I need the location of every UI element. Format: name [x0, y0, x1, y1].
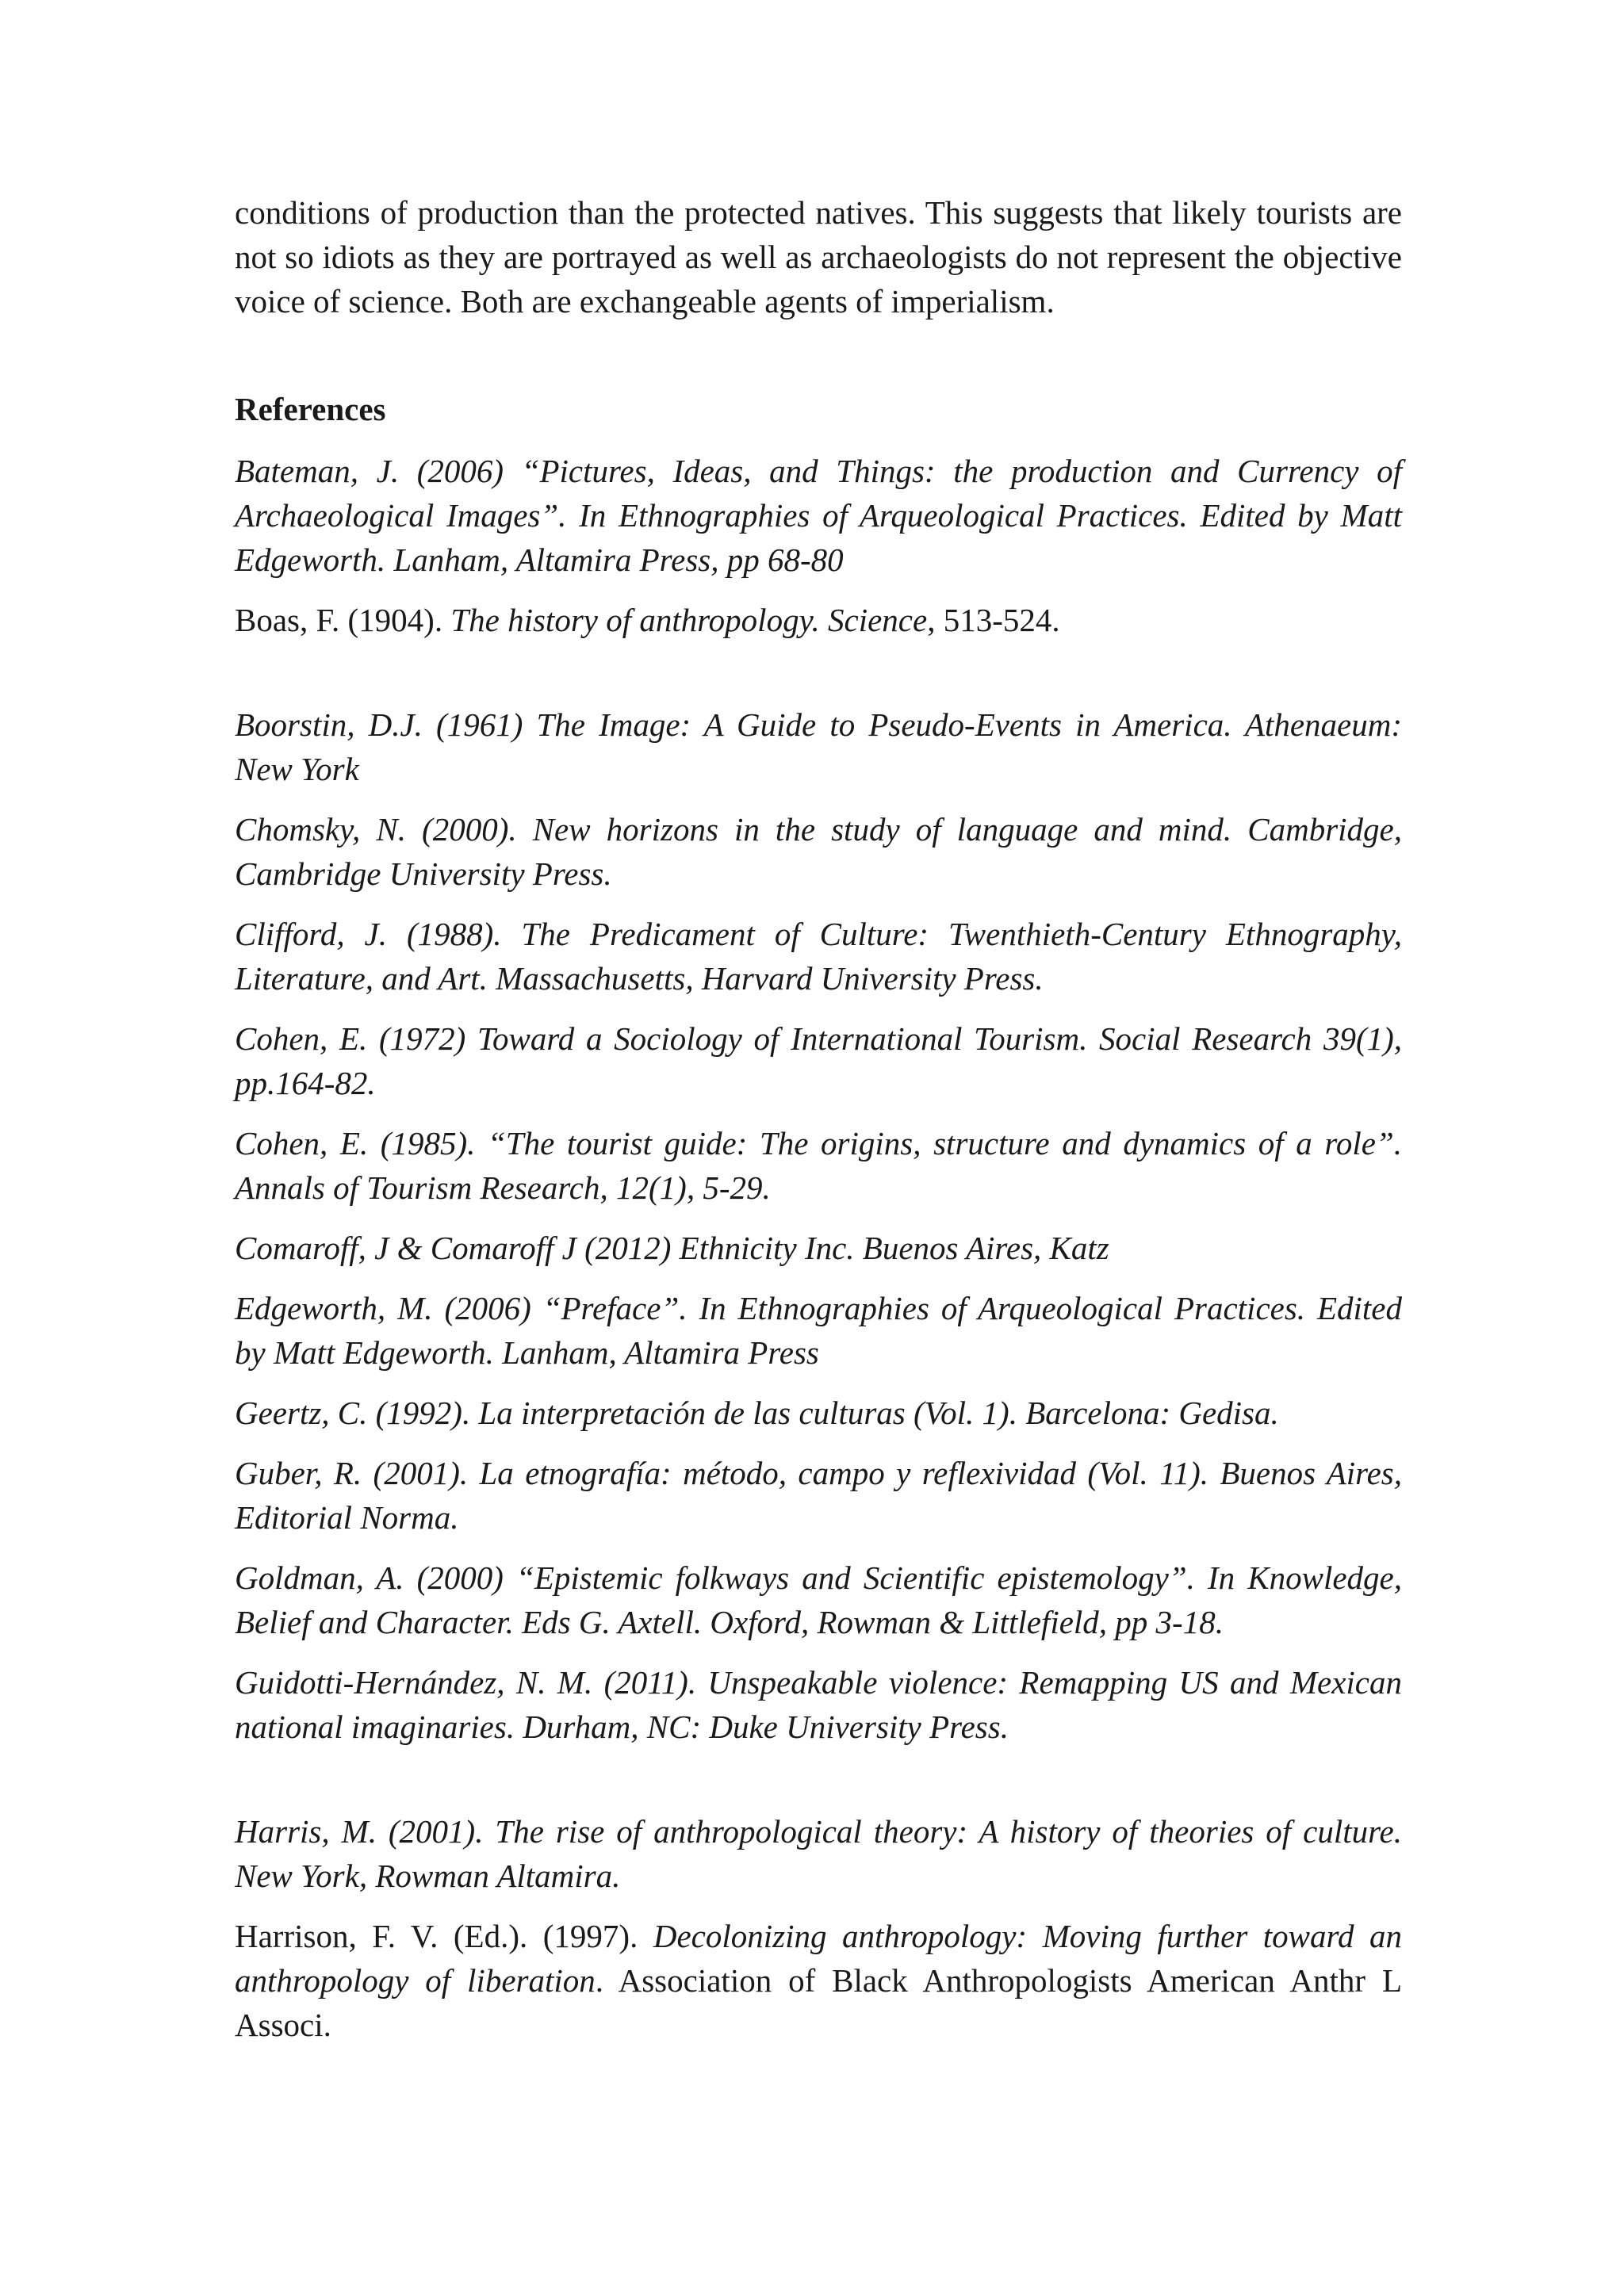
reference-cohen-1972: Cohen, E. (1972) Toward a Sociology of International Tourism. Social Research 39(1), pp.164-82.: [235, 1020, 1402, 1101]
reference-boas-journal: Science: [828, 602, 928, 638]
reference-harrison-rest: . Association of Black Anthropologists American Anthr L Associ.: [235, 1962, 1402, 2043]
reference-clifford: Clifford, J. (1988). The Predicament of Culture: Twenthieth-Century Ethnography, Literature, and Art. Massachusetts, Harvard University Press.: [235, 916, 1402, 997]
reference-harrison-author: Harrison, F. V. (Ed.). (1997).: [235, 1918, 653, 1954]
reference-harrison: [235, 1914, 1402, 2047]
reference-harris: Harris, M. (2001). The rise of anthropological theory: A history of theories of culture. New York, Rowman Altamira.: [235, 1813, 1402, 1894]
reference-guidotti: Guidotti-Hernández, N. M. (2011). Unspeakable violence: Remapping US and Mexican national imaginaries. Durham, NC: Duke University Press.: [235, 1664, 1402, 1745]
reference-boas-title: The history of anthropology: [450, 602, 812, 638]
reference-boas: [235, 598, 1402, 642]
reference-cohen-1985: Cohen, E. (1985). “The tourist guide: The origins, structure and dynamics of a role”. Annals of Tourism Research, 12(1), 5-29.: [235, 1125, 1402, 1206]
references-heading: References: [235, 391, 386, 427]
reference-comaroff: Comaroff, J & Comaroff J (2012) Ethnicity Inc. Buenos Aires, Katz: [235, 1230, 1109, 1266]
reference-edgeworth: Edgeworth, M. (2006) “Preface”. In Ethnographies of Arqueological Practices. Edited by Matt Edgeworth. Lanham, Altamira Press: [235, 1290, 1402, 1371]
reference-bateman: Bateman, J. (2006) “Pictures, Ideas, and Things: the production and Currency of Archaeological Images”. In Ethnographies of Arqueological Practices. Edited by Matt Edgeworth. Lanham, Altamira Press, pp 68-80: [235, 453, 1402, 578]
document-page: [235, 190, 1402, 2063]
reference-boorstin: Boorstin, D.J. (1961) The Image: A Guide to Pseudo-Events in America. Athenaeum: New York: [235, 706, 1402, 787]
reference-goldman: Goldman, A. (2000) “Epistemic folkways and Scientific epistemology”. In Knowledge, Belief and Character. Eds G. Axtell. Oxford, Rowman & Littlefield, pp 3-18.: [235, 1559, 1402, 1640]
reference-boas-pages: , 513-524.: [927, 602, 1060, 638]
reference-guber: Guber, R. (2001). La etnografía: método, campo y reflexividad (Vol. 11). Buenos Aires, Editorial Norma.: [235, 1455, 1402, 1536]
reference-boas-author: Boas, F. (1904).: [235, 602, 451, 638]
reference-harrison-title: Decolonizing anthropology: Moving further toward an anthropology of liberation: [235, 1918, 1402, 1999]
reference-geertz: Geertz, C. (1992). La interpretación de las culturas (Vol. 1). Barcelona: Gedisa.: [235, 1395, 1279, 1431]
reference-boas-sep: .: [811, 602, 829, 638]
closing-paragraph: conditions of production than the protected natives. This suggests that likely tourists are not so idiots as they are portrayed as well as archaeologists do not represent the objective voice of science. Both are exchangeable agents of imperialism.: [235, 194, 1402, 320]
reference-chomsky: Chomsky, N. (2000). New horizons in the study of language and mind. Cambridge, Cambridge University Press.: [235, 811, 1402, 892]
